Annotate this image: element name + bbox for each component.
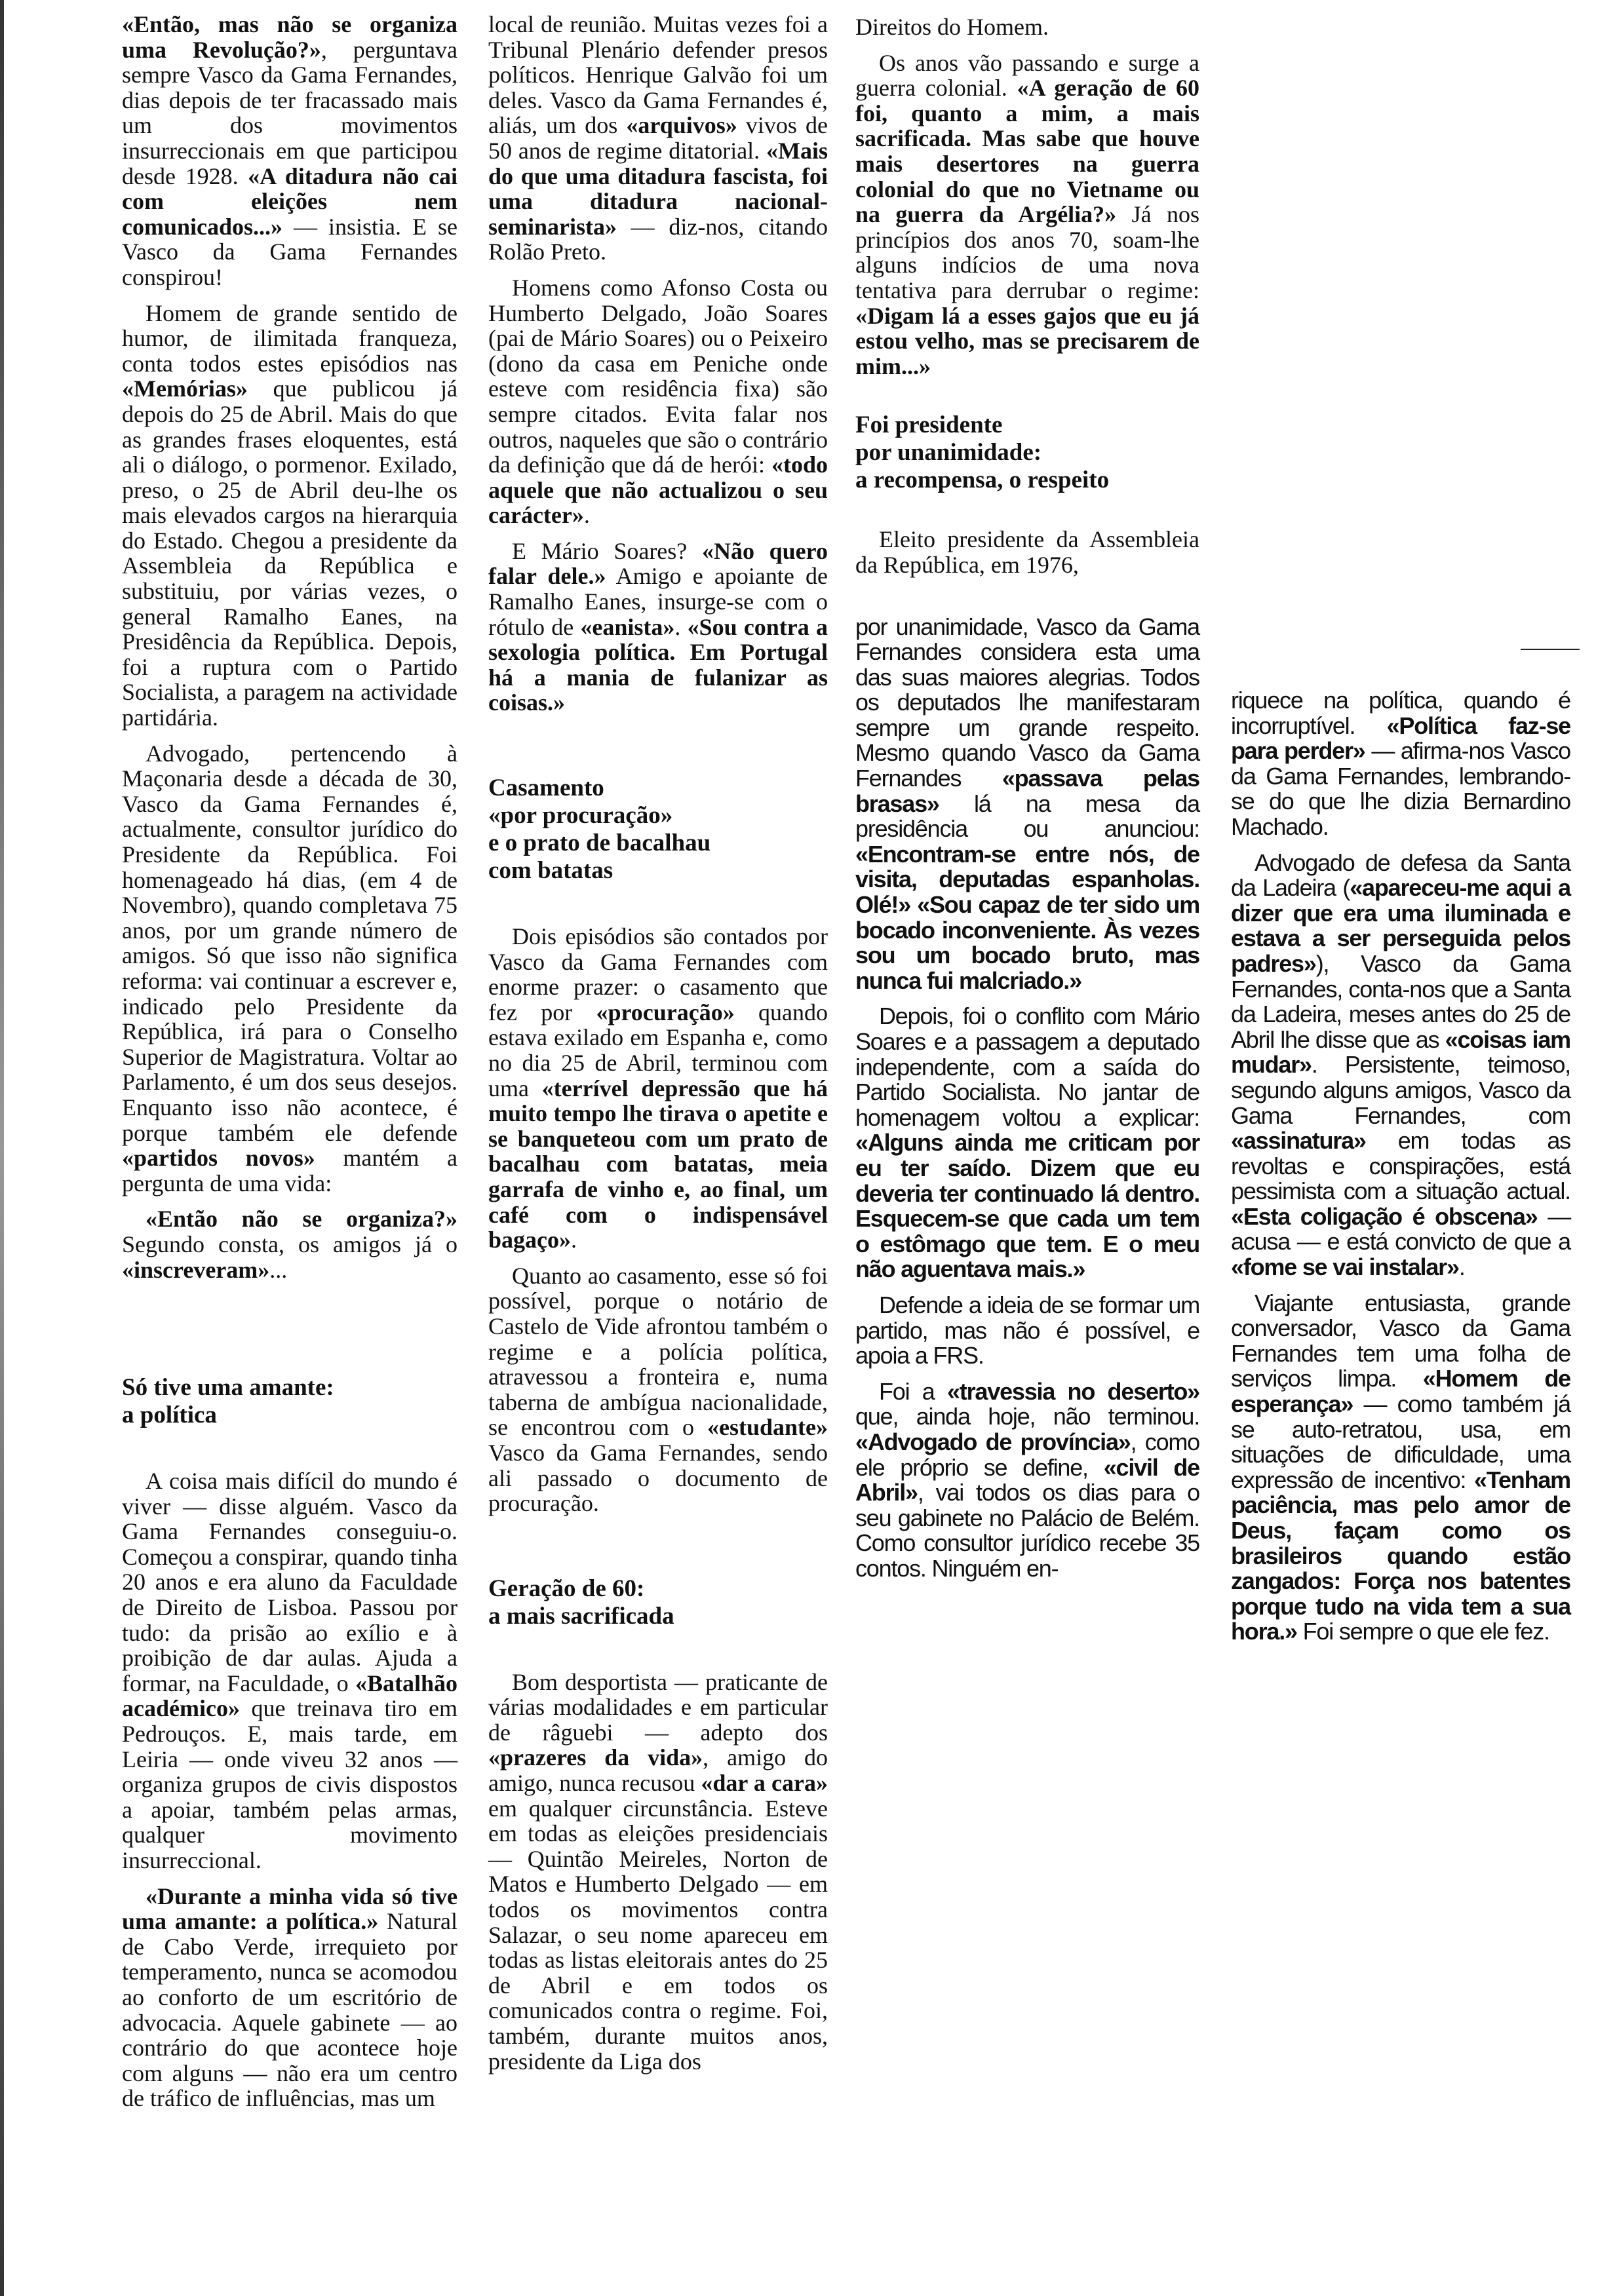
quote-text: «coisas iam mudar» bbox=[1231, 1025, 1570, 1079]
body-text: Depois, foi o conflito com Mário Soares e a passagem a deputado independente, com a saída do Partido Socialista. No jantar de homenagem voltou a explicar: bbox=[855, 1003, 1199, 1131]
article-column-3-bottom bbox=[855, 615, 1199, 1582]
quote-text: «procuração» bbox=[596, 999, 735, 1025]
paragraph bbox=[488, 1670, 828, 2075]
body-text: Advogado, pertencendo à Maçonaria desde a década de 30, Vasco da Gama Fernandes é, actualmente, consultor jurídico do Presidente da República. Foi homenageado há dias, (em 4 de Novembro), quando completava 75 anos, por um grande número de amigos. Só que isso não significa reforma: vai continuar a escrever e, indicado pelo Presidente da República, irá para o Conselho Superior de Magistratura. Voltar ao Parlamento, é um dos seus desejos. Enquanto isso não acontece, é porque também ele defende bbox=[122, 740, 457, 1146]
body-text: ... bbox=[269, 1256, 288, 1283]
quote-text: «prazeres da vida» bbox=[488, 1744, 703, 1771]
body-text: mantém a pergunta de uma vida: bbox=[122, 1145, 457, 1196]
paragraph bbox=[855, 527, 1199, 577]
paragraph bbox=[855, 50, 1199, 379]
body-text: , vai todos os dias para o seu gabinete no Palácio de Belém. Como consultor jurídico recebe 35 contos. Ninguém en- bbox=[855, 1479, 1199, 1582]
scan-edge bbox=[0, 0, 4, 2296]
body-text: — insistia. E se Vasco da Gama Fernandes conspirou! bbox=[122, 213, 457, 290]
quote-text: «estudante» bbox=[707, 1414, 828, 1441]
heading-line: por unanimidade: bbox=[855, 439, 1042, 467]
paragraph bbox=[855, 1293, 1199, 1369]
body-text: local de reunião. Muitas vezes foi a Tribunal Plenário defender presos políticos. Henrique Galvão foi um deles. Vasco da Gama Fernandes é, aliás, um dos bbox=[488, 11, 828, 139]
section-heading bbox=[855, 411, 1199, 494]
quote-text: «Então, mas não se organiza uma Revolução?» bbox=[122, 11, 457, 63]
heading-line: «por procuração» bbox=[488, 802, 673, 830]
body-text: vivos de 50 anos de regime ditatorial. bbox=[488, 112, 828, 164]
body-text: . bbox=[674, 613, 688, 640]
section-heading bbox=[488, 775, 828, 885]
paragraph bbox=[488, 12, 828, 265]
quote-text: «Memórias» bbox=[122, 375, 248, 402]
section-heading bbox=[488, 1575, 828, 1630]
heading-line: a política bbox=[122, 1402, 217, 1429]
paragraph bbox=[488, 275, 828, 528]
quote-text: «inscreveram» bbox=[122, 1256, 270, 1283]
body-text: , amigo do amigo, nunca recusou bbox=[488, 1744, 828, 1797]
body-text: em todas as revoltas e conspirações, está pessimista com a situação actual. bbox=[1231, 1127, 1570, 1205]
paragraph bbox=[1231, 1291, 1570, 1645]
body-text: . Persistente, teimoso, segundo alguns amigos, Vasco da Gama Fernandes, com bbox=[1231, 1051, 1570, 1129]
quote-text: «apareceu-me aqui a dizer que era uma iluminada e estava a ser perseguida pelos padres» bbox=[1231, 874, 1571, 977]
quote-text: «A ditadura não cai com eleições nem comunicados...» bbox=[122, 163, 458, 240]
quote-text: «Durante a minha vida só tive uma amante: a política.» bbox=[122, 1883, 457, 1935]
heading-line: a recompensa, o respeito bbox=[855, 467, 1110, 494]
heading-line: a mais sacrificada bbox=[488, 1602, 674, 1630]
body-text: ), Vasco da Gama Fernandes, conta-nos que a Santa da Ladeira, meses antes do 25 de Abril lhe disse que as bbox=[1231, 949, 1570, 1053]
heading-line: com batatas bbox=[488, 857, 613, 885]
quote-text: «arquivos» bbox=[626, 112, 737, 139]
article-column-1 bbox=[122, 12, 457, 2122]
body-text: em qualquer circunstância. Esteve em todas as eleições presidenciais — Quintão Meireles, Norton de Matos e Humberto Delgado — em todos os movimentos contra Salazar, o seu nome apareceu em todas as listas eleitorais antes do 25 de Abril e em todos os comunicados contra o regime. Foi, também, durante muitos anos, presidente da Liga dos bbox=[488, 1795, 828, 2075]
quote-text: «Sou contra a sexologia política. Em Portugal há a mania de fulanizar as coisas.» bbox=[488, 613, 828, 716]
paragraph bbox=[122, 12, 457, 290]
paragraph bbox=[122, 1468, 457, 1873]
paragraph bbox=[488, 1263, 828, 1516]
body-text: Já nos princípios dos anos 70, soam-lhe alguns indícios de uma nova tentativa para derrubar o regime: bbox=[855, 201, 1199, 303]
quote-text: «A geração de 60 foi, quanto a mim, a mais sacrificada. Mas sabe que houve mais desertores na guerra colonial do que no Vietname ou na guerra da Argélia?» bbox=[855, 75, 1199, 228]
heading-line: Casamento bbox=[488, 775, 604, 802]
body-text: . bbox=[1458, 1253, 1465, 1281]
quote-text: «civil de Abril» bbox=[855, 1453, 1199, 1506]
quote-text: «terrível depressão que há muito tempo lhe tirava o apetite e se banqueteou com um prato de bacalhau com batatas, meia garrafa de vinho e, ao final, um café com o indispensável bagaço» bbox=[488, 1075, 828, 1253]
body-text: por unanimidade, Vasco da Gama Fernandes considera esta uma das suas maiores alegrias. Todos os deputados lhe manifestaram sempre um grande respeito. Mesmo quando Vasco da Gama Fernandes bbox=[855, 613, 1199, 792]
section-heading bbox=[122, 1374, 457, 1429]
body-text: quando estava exilado em Espanha e, como no dia 25 de Abril, terminou com uma bbox=[488, 999, 828, 1101]
body-text: Defende a ideia de se formar um partido, mas não é possível, e apoia a FRS. bbox=[855, 1291, 1199, 1369]
quote-text: «Tenham paciência, mas pelo amor de Deus, façam como os brasileiros quando estão zangados: Força nos batentes porque tudo na vida tem a sua hora.» bbox=[1231, 1466, 1570, 1645]
body-text: , como ele próprio se define, bbox=[855, 1428, 1199, 1481]
paragraph bbox=[122, 1206, 457, 1282]
heading-line: Geração de 60: bbox=[488, 1575, 645, 1602]
body-text: que treinava tiro em Pedrouços. E, mais tarde, em Leiria — onde viveu 32 anos — organiza grupos de civis dispostos a apoiar, também pelas armas, qualquer movimento insurreccional. bbox=[122, 1695, 457, 1873]
quote-text: «todo aquele que não actualizou o seu carácter» bbox=[488, 451, 828, 529]
paragraph bbox=[488, 539, 828, 716]
body-text: Quanto ao casamento, esse só foi possível, porque o notário de Castelo de Vide afrontou também o regime e a polícia política, atravessou a fronteira e, numa taberna de ambígua nacionalidade, se encontrou com o bbox=[488, 1262, 828, 1441]
heading-line: Só tive uma amante: bbox=[122, 1374, 334, 1402]
body-text: — diz-nos, citando Rolão Preto. bbox=[488, 213, 828, 265]
quote-text: «Homem de esperança» bbox=[1231, 1365, 1570, 1418]
body-text: Os anos vão passando e surge a guerra colonial. bbox=[855, 49, 1199, 102]
quote-text: «Encontram-se entre nós, de visita, deputadas espanholas. Olé!» «Sou capaz de ter sido um bocado inconveniente. Às vezes sou um bocado bruto, mas nunca fui malcriado.» bbox=[855, 840, 1199, 994]
body-text: . bbox=[571, 1227, 577, 1253]
paragraph bbox=[855, 1379, 1199, 1582]
paragraph bbox=[1231, 688, 1570, 840]
quote-text: «Esta coligação é obscena» bbox=[1231, 1202, 1538, 1230]
article-column-3-top bbox=[855, 14, 1199, 578]
article-column-2 bbox=[488, 12, 828, 2084]
body-text: Segundo consta, os amigos já o bbox=[122, 1231, 457, 1257]
paragraph bbox=[855, 1004, 1199, 1282]
body-text: — acusa — e está convicto de que a bbox=[1231, 1202, 1571, 1255]
body-text: , perguntava sempre Vasco da Gama Fernandes, dias depois de ter fracassado mais um dos movimentos insurreccionais em que participou desde 1928. bbox=[122, 36, 457, 189]
body-text: Eleito presidente da Assembleia da República, em 1976, bbox=[855, 526, 1199, 578]
quote-text: «eanista» bbox=[580, 613, 675, 640]
quote-text: «Alguns ainda me criticam por eu ter saído. Dizem que eu deveria ter continuado lá dentro. Esquecem-se que cada um tem o estômago que tem. E o meu não aguentava mais.» bbox=[855, 1129, 1199, 1283]
body-text: A coisa mais difícil do mundo é viver — disse alguém. Vasco da Gama Fernandes conseguiu-o. Começou a conspirar, quando tinha 20 anos e era aluno da Faculdade de Direito de Lisboa. Passou por tudo: da prisão ao exílio e à proibição de dar aulas. Ajuda a formar, na Faculdade, o bbox=[122, 1468, 457, 1696]
body-text: Viajante entusiasta, grande conversador, Vasco da Gama Fernandes tem uma folha de serviços limpa. bbox=[1231, 1289, 1570, 1392]
paragraph bbox=[122, 301, 457, 731]
body-text: Bom desportista — praticante de várias modalidades e em particular de râguebi — adepto dos bbox=[488, 1668, 828, 1746]
paragraph bbox=[488, 924, 828, 1253]
body-text: riquece na política, quando é incorruptível. bbox=[1231, 687, 1570, 739]
heading-line: Foi presidente bbox=[855, 411, 1003, 439]
quote-text: «travessia no deserto» bbox=[947, 1377, 1199, 1405]
quote-text: «Não quero falar dele.» bbox=[488, 537, 828, 590]
body-text: E Mário Soares? bbox=[512, 537, 702, 564]
paragraph bbox=[855, 14, 1199, 40]
quote-text: «Batalhão académico» bbox=[122, 1670, 457, 1722]
quote-text: «fome se vai instalar» bbox=[1231, 1253, 1459, 1281]
paragraph bbox=[855, 615, 1199, 994]
body-text: que, ainda hoje, não terminou. bbox=[855, 1403, 1199, 1430]
quote-text: «Então não se organiza?» bbox=[146, 1206, 457, 1233]
paragraph bbox=[1231, 851, 1570, 1280]
body-text: lá na mesa da presidência ou anunciou: bbox=[855, 790, 1199, 843]
body-text: Dois episódios são contados por Vasco da Gama Fernandes com enorme prazer: o casamento que fez por bbox=[488, 923, 828, 1025]
body-text: Foi a bbox=[879, 1377, 948, 1405]
article-column-3 bbox=[855, 14, 1199, 1592]
body-text: Amigo e apoiante de Ramalho Eanes, insurge-se com o rótulo de bbox=[488, 563, 828, 640]
body-text: Foi sempre o que ele fez. bbox=[1296, 1618, 1549, 1645]
quote-text: «assinatura» bbox=[1231, 1127, 1366, 1155]
quote-text: «passava pelas brasas» bbox=[855, 765, 1199, 817]
body-text: Natural de Cabo Verde, irrequieto por temperamento, nunca se acomodou ao conforto de um escritório de advocacia. Aquele gabinete — ao contrário do que acontece hoje com alguns — não era um centro de tráfico de influências, mas um bbox=[122, 1908, 457, 2112]
body-text: Vasco da Gama Fernandes, sendo ali passado o documento de procuração. bbox=[488, 1439, 828, 1517]
article-column-4-bottom bbox=[1231, 688, 1570, 1655]
body-text: — afirma-nos Vasco da Gama Fernandes, lembrando-se do que lhe dizia Bernardino Machado. bbox=[1231, 737, 1570, 840]
body-text: . bbox=[583, 502, 590, 529]
body-text: — como também já se auto-retratou, usa, em situações de dificuldade, uma expressão de incentivo: bbox=[1231, 1390, 1570, 1493]
quote-text: «Política faz-se para perder» bbox=[1231, 712, 1570, 765]
body-text: que publicou já depois do 25 de Abril. Mais do que as grandes frases eloquentes, está ali o diálogo, o pormenor. Exilado, preso, o 25 de Abril deu-lhe os mais elevados cargos na hierarquia do Estado. Chegou a presidente da Assembleia da República e substituiu, por várias vezes, o general Ramalho Eanes, na Presidência da República. Depois, foi a ruptura com o Partido Socialista, a paragem na actividade partidária. bbox=[122, 375, 457, 731]
paragraph bbox=[122, 1884, 457, 2111]
paragraph bbox=[122, 741, 457, 1196]
quote-text: «Advogado de província» bbox=[855, 1428, 1131, 1455]
column-divider bbox=[1521, 649, 1580, 650]
quote-text: «dar a cara» bbox=[701, 1770, 828, 1797]
body-text: Homem de grande sentido de humor, de ilimitada franqueza, conta todos estes episódios nas bbox=[122, 299, 457, 377]
body-text: Direitos do Homem. bbox=[855, 14, 1049, 40]
body-text: Advogado de defesa da Santa da Ladeira ( bbox=[1231, 849, 1570, 902]
quote-text: «Mais do que uma ditadura fascista, foi uma ditadura nacional-seminarista» bbox=[488, 137, 828, 240]
heading-line: e o prato de bacalhau bbox=[488, 830, 711, 857]
quote-text: «Digam lá a esses gajos que eu já estou velho, mas se precisarem de mim...» bbox=[855, 302, 1199, 379]
quote-text: «partidos novos» bbox=[122, 1145, 315, 1172]
body-text: Homens como Afonso Costa ou Humberto Delgado, João Soares (pai de Mário Soares) ou o Peixeiro (dono da casa em Peniche onde esteve com residência fixa) são sempre citados. Evita falar nos outros, naqueles que são o contrário da definição que dá de herói: bbox=[488, 274, 828, 478]
